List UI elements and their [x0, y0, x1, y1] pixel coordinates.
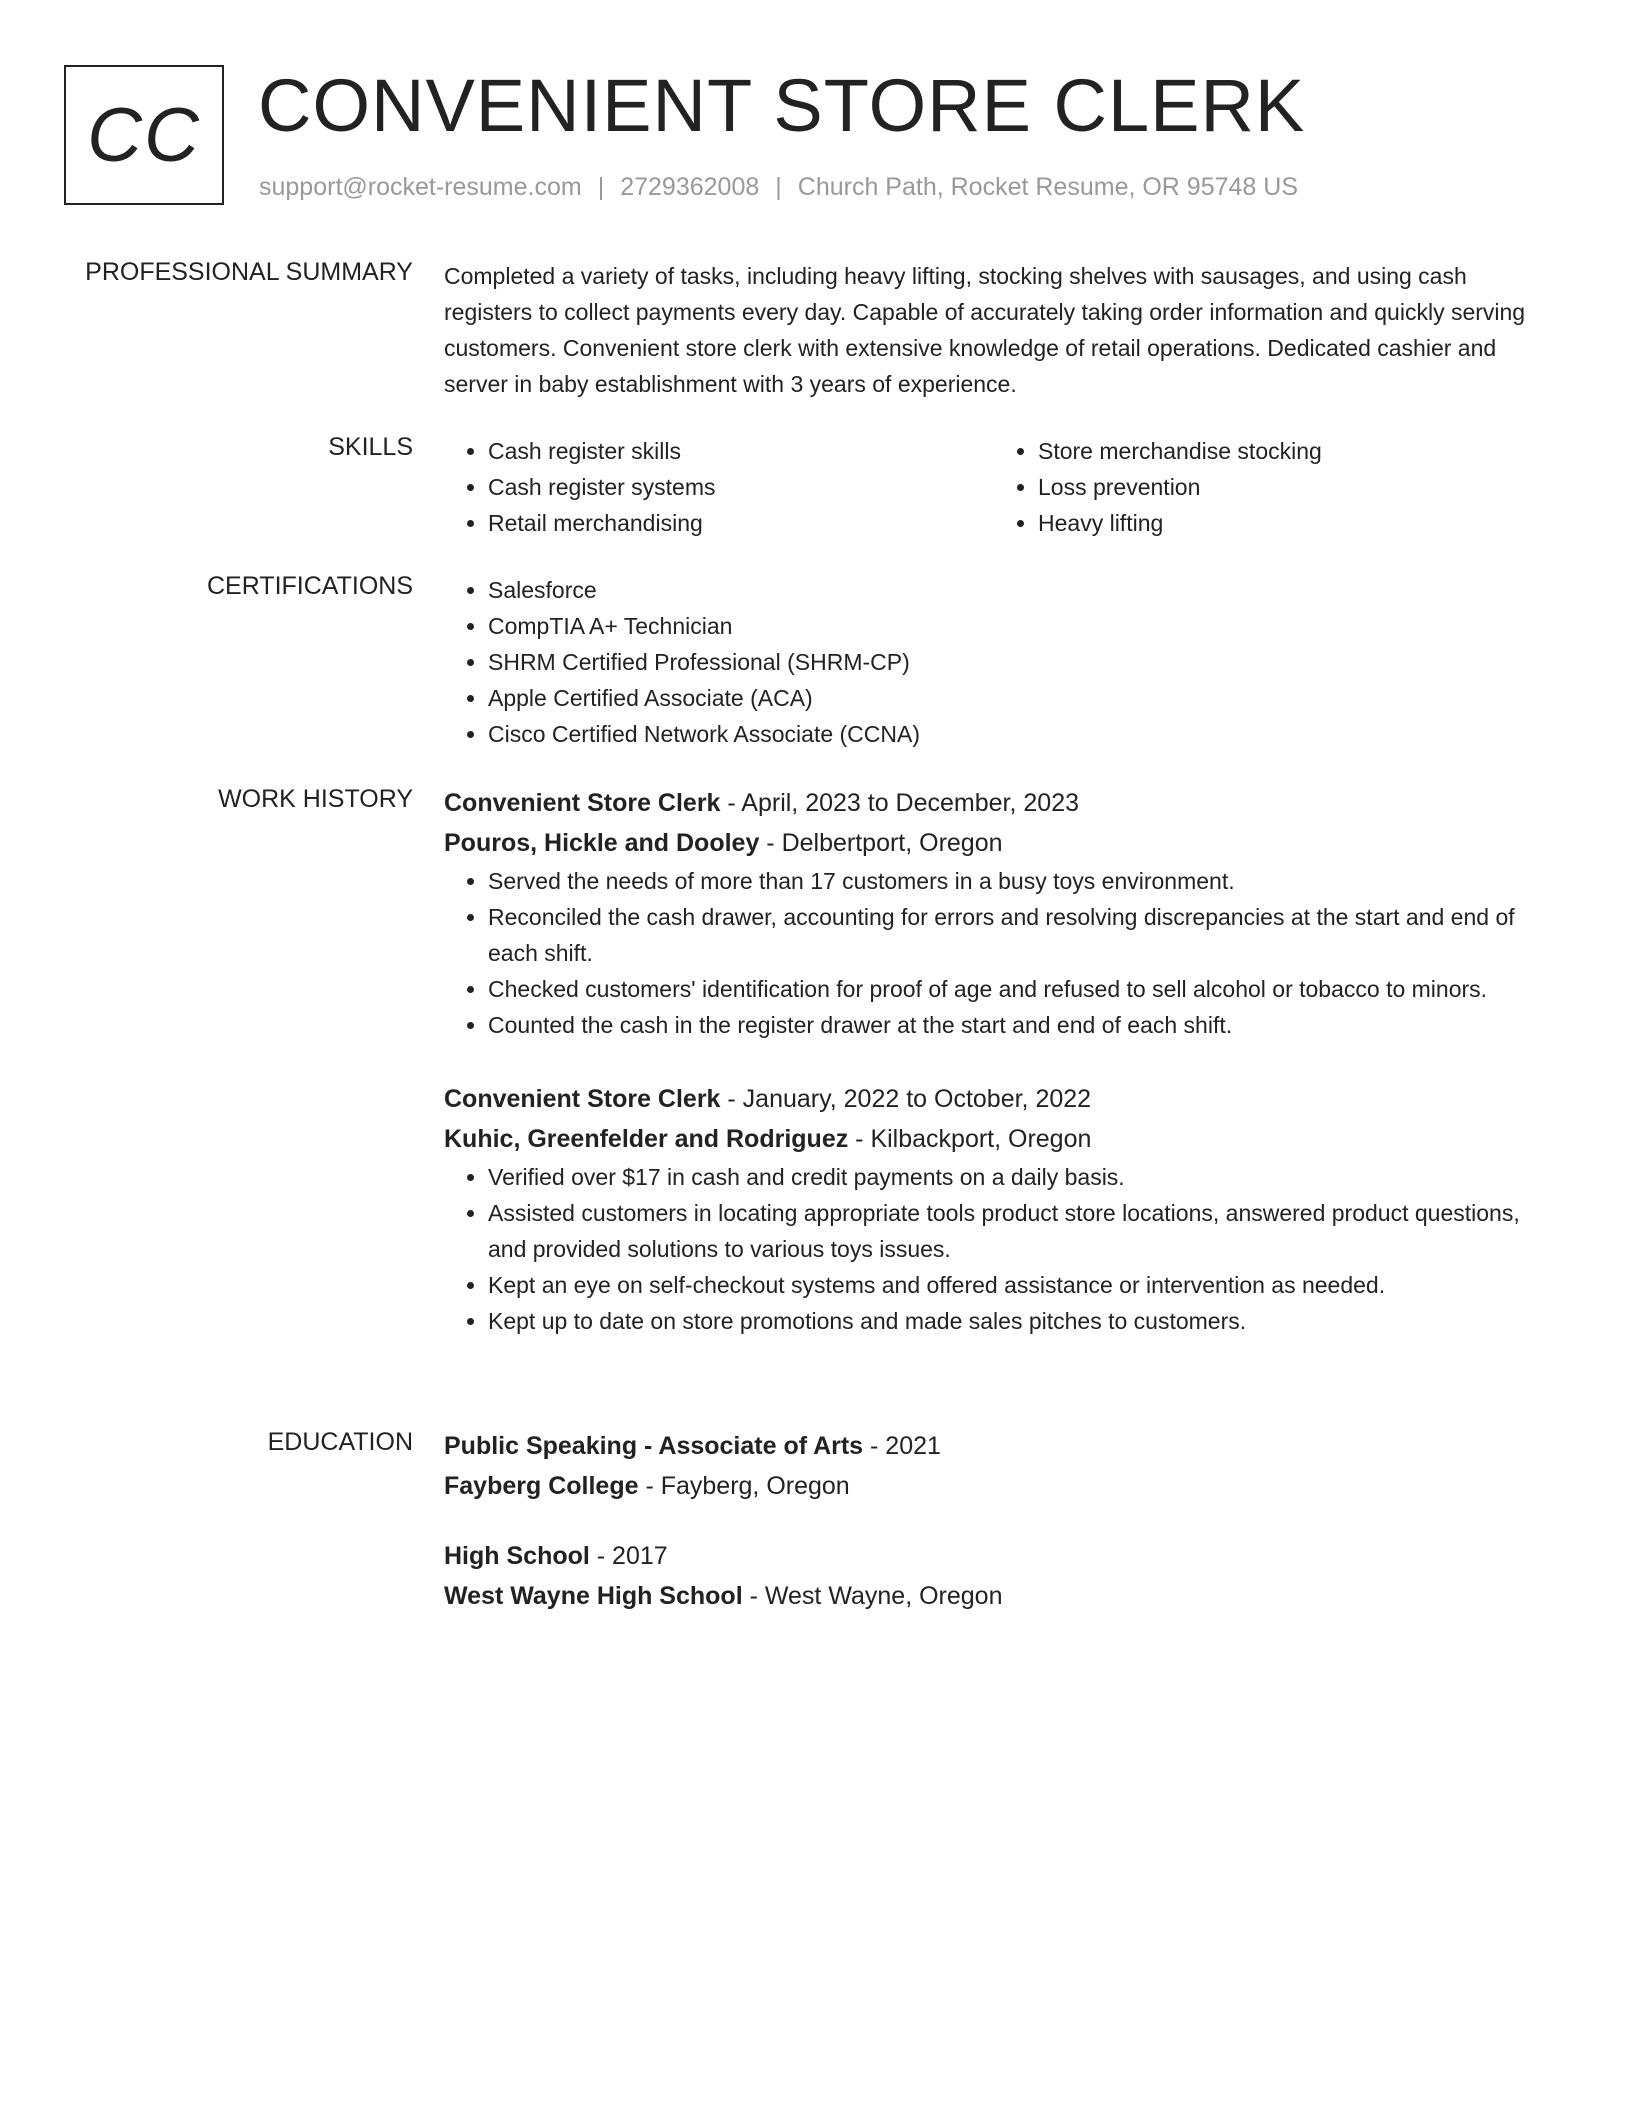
- job-duty-item: • Counted the cash in the register drawer at the start and end of each shift.: [488, 1007, 1544, 1043]
- education-degree: Public Speaking - Associate of Arts: [444, 1432, 864, 1460]
- skill-item: • Store merchandise stocking: [1038, 433, 1544, 469]
- job-duty-item: • Served the needs of more than 17 customers in a busy toys environment.: [488, 863, 1544, 899]
- certification-item: • Salesforce: [488, 572, 1544, 608]
- contact-line: [259, 173, 1298, 202]
- job-company-line: [444, 823, 1544, 863]
- certification-item: • Cisco Certified Network Associate (CCNA): [488, 716, 1544, 752]
- skill-item: • Cash register systems: [488, 469, 994, 505]
- job-duty-item: • Assisted customers in locating appropriate tools product store locations, answered product questions, and provided solutions to various toys issues.: [488, 1195, 1544, 1267]
- education-entry: [444, 1536, 1544, 1616]
- education-body: [444, 1426, 1544, 1616]
- skills-body: [444, 433, 1544, 541]
- education-heading: EDUCATION: [267, 1428, 413, 1456]
- job-company-line: [444, 1119, 1544, 1159]
- education-entry: [444, 1426, 1544, 1506]
- skills-heading: SKILLS: [328, 433, 413, 461]
- education-school-line: [444, 1466, 1544, 1506]
- skill-item: • Retail merchandising: [488, 505, 994, 541]
- job-location: - Kilbackport, Oregon: [848, 1125, 1092, 1153]
- education-school: Fayberg College: [444, 1472, 639, 1500]
- education-year: - 2021: [863, 1432, 941, 1460]
- contact-phone: 2729362008: [620, 173, 760, 201]
- contact-address: Church Path, Rocket Resume, OR 95748 US: [797, 173, 1298, 201]
- job-dates: - January, 2022 to October, 2022: [720, 1085, 1092, 1113]
- skill-item: • Loss prevention: [1038, 469, 1544, 505]
- job-company: Pouros, Hickle and Dooley: [444, 829, 760, 857]
- skill-item: • Cash register skills: [488, 433, 994, 469]
- job-entry: [444, 783, 1544, 1043]
- job-duties-list: [444, 1159, 1544, 1339]
- monogram-box: CC: [64, 65, 224, 205]
- summary-text: Completed a variety of tasks, including heavy lifting, stocking shelves with sausages, and using cash registers to collect payments every day. Capable of accurately taking order information and quickly serving customers. Convenient store clerk with extensive knowledge of retail operations. Dedicated cashier and server in baby establishment with 3 years of experience.: [444, 263, 1526, 397]
- certification-item: • CompTIA A+ Technician: [488, 608, 1544, 644]
- summary-heading: PROFESSIONAL SUMMARY: [85, 258, 413, 286]
- job-role: Convenient Store Clerk: [444, 789, 721, 817]
- job-title-line: [444, 783, 1544, 823]
- certifications-body: [444, 572, 1544, 752]
- job-duty-item: • Verified over $17 in cash and credit payments on a daily basis.: [488, 1159, 1544, 1195]
- work-history-body: [444, 783, 1544, 1339]
- job-duty-item: • Kept an eye on self-checkout systems and offered assistance or intervention as needed.: [488, 1267, 1544, 1303]
- job-entry: [444, 1079, 1544, 1339]
- skills-list-left: [444, 433, 994, 541]
- job-duty-item: • Checked customers' identification for proof of age and refused to sell alcohol or tobacco to minors.: [488, 971, 1544, 1007]
- work-history-heading: WORK HISTORY: [218, 785, 413, 813]
- education-school: West Wayne High School: [444, 1582, 743, 1610]
- education-degree: High School: [444, 1542, 590, 1570]
- certification-item: • SHRM Certified Professional (SHRM-CP): [488, 644, 1544, 680]
- contact-separator: |: [775, 173, 782, 201]
- summary-body: [444, 258, 1544, 402]
- contact-separator: |: [597, 173, 605, 201]
- skill-item: • Heavy lifting: [1038, 505, 1544, 541]
- education-location: - Fayberg, Oregon: [638, 1472, 850, 1500]
- skills-list-right: [994, 433, 1544, 541]
- education-school-line: [444, 1576, 1544, 1616]
- job-role: Convenient Store Clerk: [444, 1085, 721, 1113]
- certifications-list: [444, 572, 1544, 752]
- certifications-heading: CERTIFICATIONS: [206, 572, 413, 600]
- resume-header: [64, 65, 1564, 210]
- job-location: - Delbertport, Oregon: [759, 829, 1003, 857]
- job-dates: - April, 2023 to December, 2023: [720, 789, 1079, 817]
- job-company: Kuhic, Greenfelder and Rodriguez: [444, 1125, 849, 1153]
- education-degree-line: [444, 1536, 1544, 1576]
- job-duty-item: • Kept up to date on store promotions and made sales pitches to customers.: [488, 1303, 1544, 1339]
- candidate-name: CONVENIENT STORE CLERK: [258, 64, 1306, 147]
- education-year: - 2017: [589, 1542, 668, 1570]
- contact-email: support@rocket-resume.com: [259, 173, 582, 201]
- job-duty-item: • Reconciled the cash drawer, accounting for errors and resolving discrepancies at the start and end of each shift.: [488, 899, 1544, 971]
- certification-item: • Apple Certified Associate (ACA): [488, 680, 1544, 716]
- education-location: - West Wayne, Oregon: [742, 1582, 1003, 1610]
- skills-grid: [444, 433, 1544, 541]
- education-degree-line: [444, 1426, 1544, 1466]
- job-title-line: [444, 1079, 1544, 1119]
- job-duties-list: [444, 863, 1544, 1043]
